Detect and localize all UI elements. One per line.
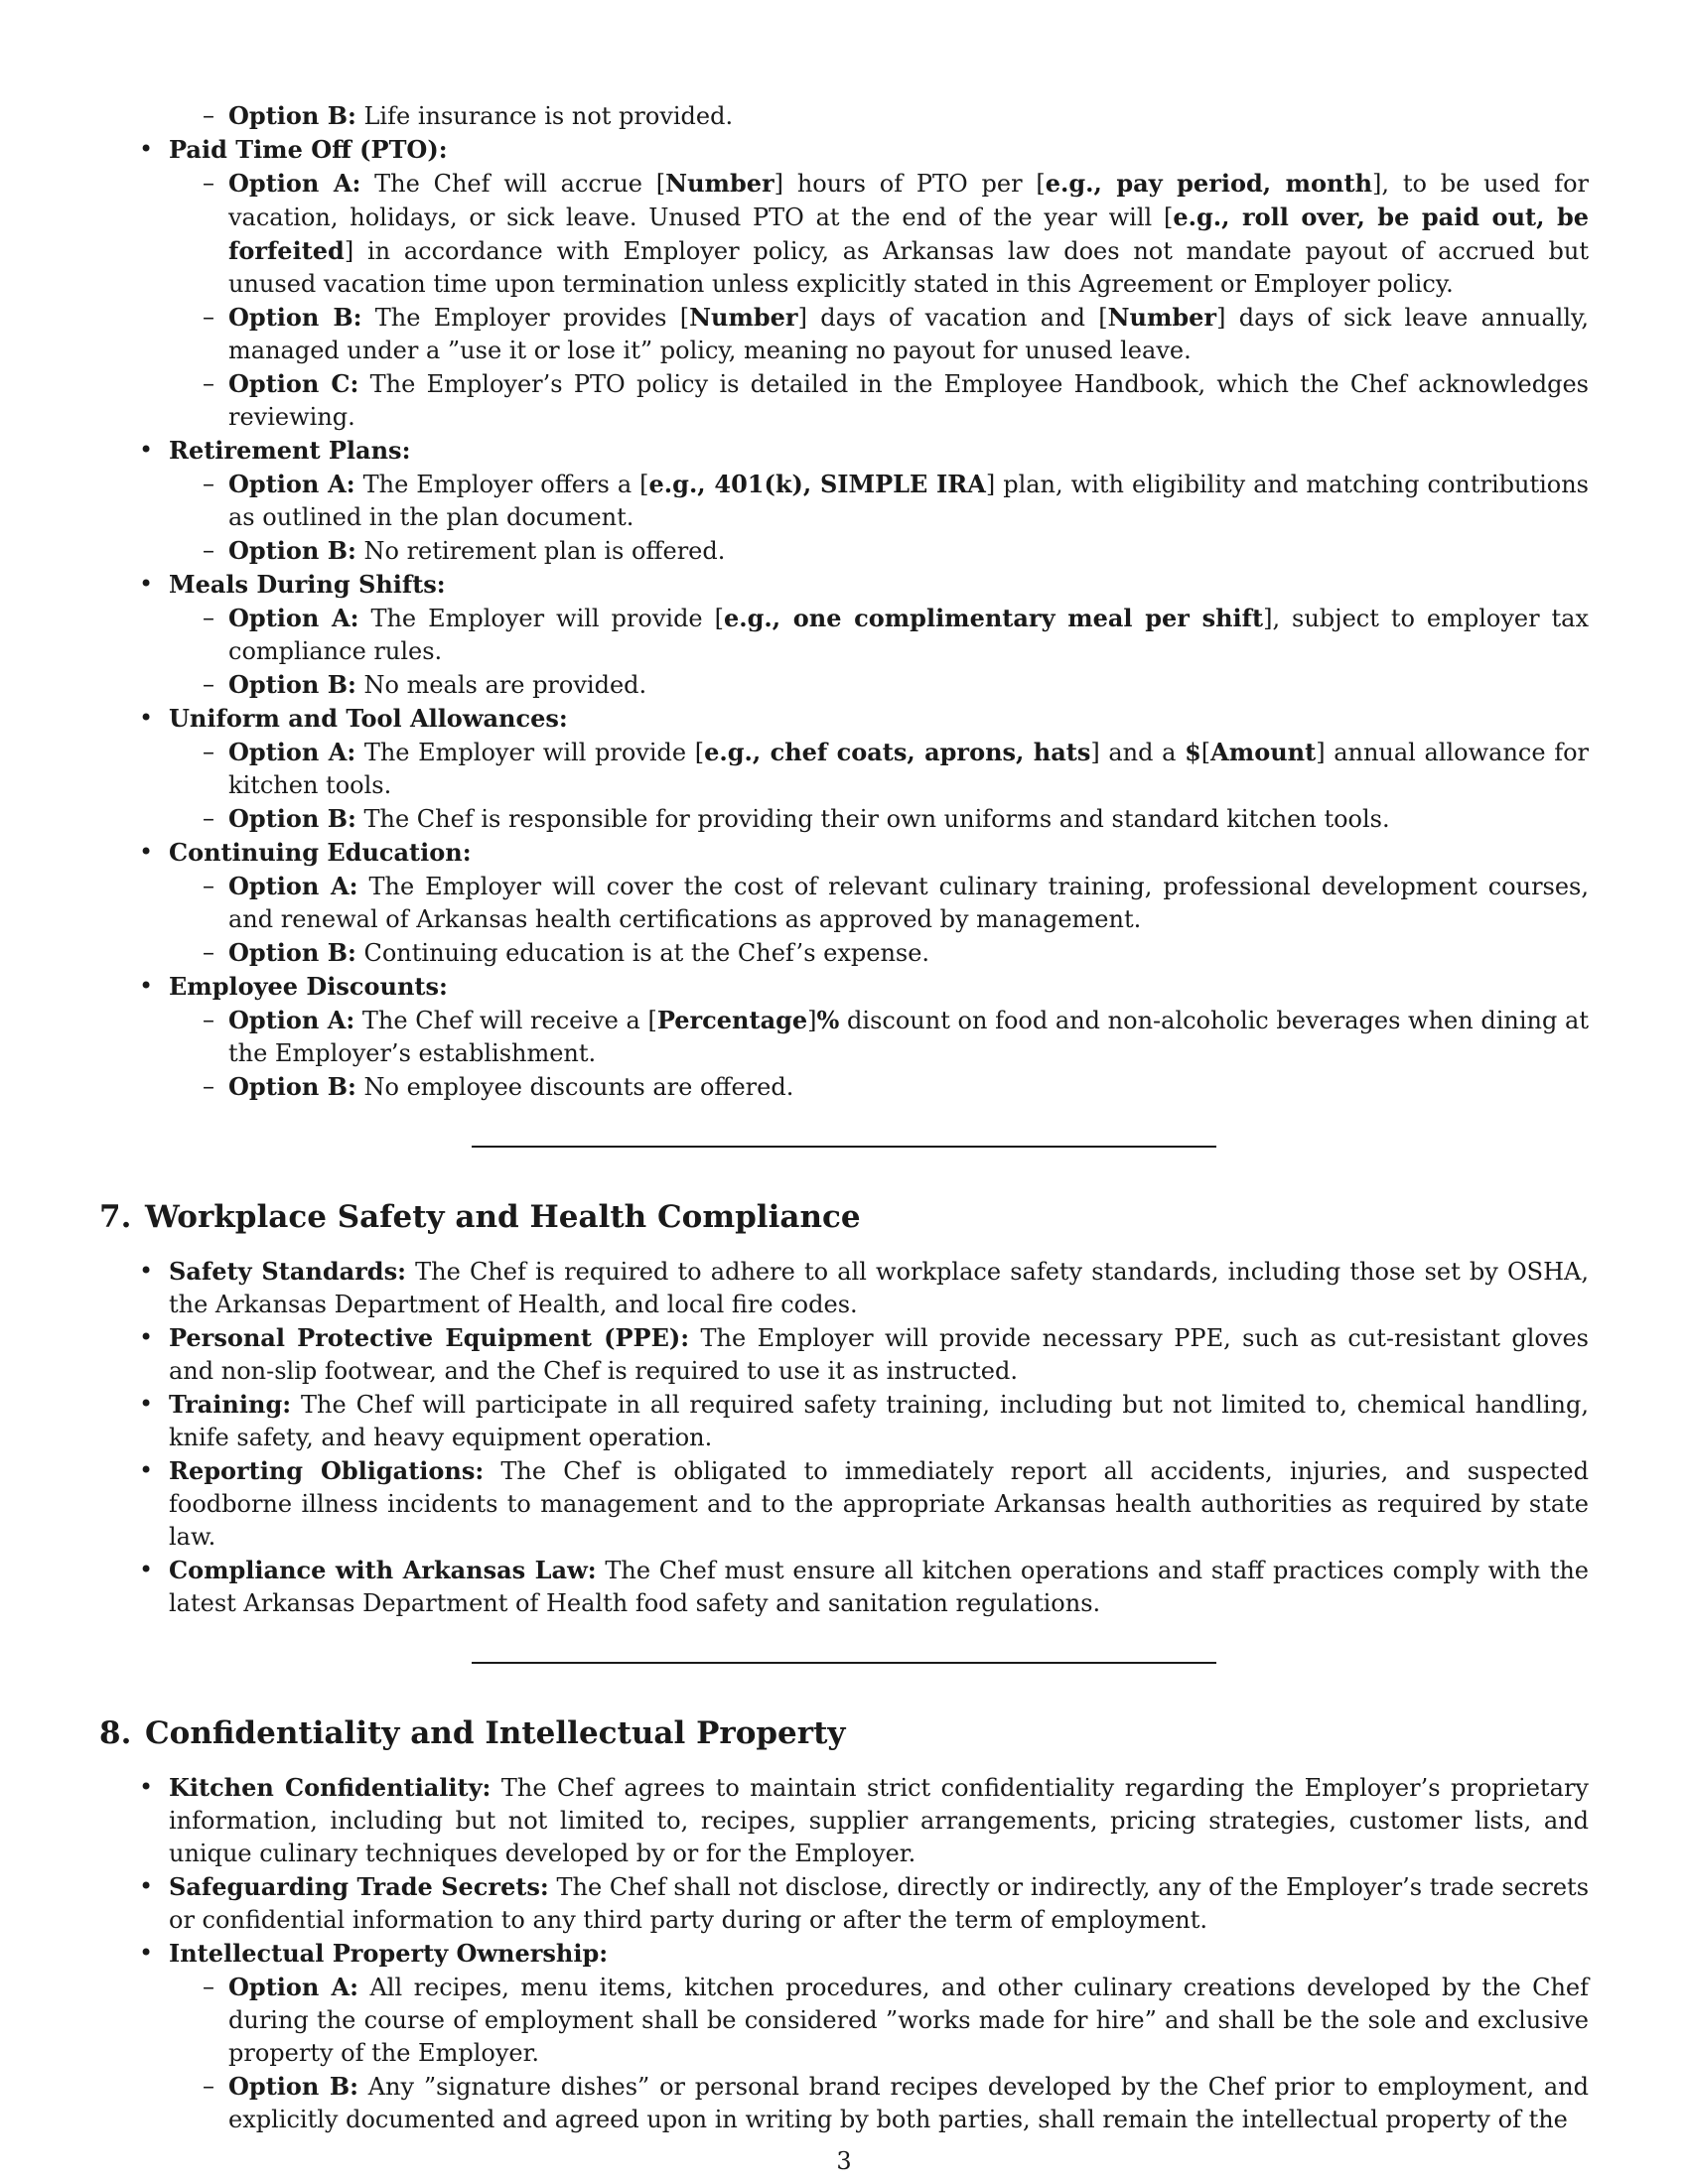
- option-text: ], to be used for vacation, holidays, or sick leave. Unused PTO at the end of the year will [: [228, 170, 1590, 231]
- item-text: The Chef shall not disclose, directly or indirectly, any of the Employer’s trade secrets or confidential information to any third party during or after the term of employment.: [169, 1873, 1590, 1934]
- option-item: [169, 167, 1589, 301]
- option-item: [169, 736, 1589, 802]
- safety-item: [99, 1321, 1589, 1388]
- dash-bullet: –: [203, 536, 214, 564]
- dash-bullet: –: [203, 101, 214, 129]
- safety-item: [99, 1554, 1589, 1620]
- bullet: •: [139, 704, 154, 732]
- ip-ownership-item: [99, 1937, 1589, 2136]
- page-content: [99, 99, 1589, 2136]
- option-label: Option A:: [228, 470, 355, 498]
- bullet: •: [139, 838, 154, 866]
- option-item: [169, 1004, 1589, 1070]
- dash-bullet: –: [203, 2072, 214, 2100]
- confidentiality-list: [99, 1771, 1589, 2136]
- section-divider: [472, 1146, 1216, 1148]
- option-item: [169, 870, 1589, 936]
- bullet: •: [139, 1556, 154, 1583]
- option-text: [: [1200, 739, 1211, 766]
- benefit-item: [99, 836, 1589, 970]
- dash-bullet: –: [203, 1973, 214, 2000]
- bullet: •: [139, 1456, 154, 1484]
- option-item: [169, 468, 1589, 534]
- option-text: ], subject to employer tax compliance rules.: [228, 605, 1590, 665]
- item-title: Personal Protective Equipment (PPE):: [169, 1323, 690, 1352]
- option-text: No meals are provided.: [355, 671, 647, 699]
- option-item: [169, 668, 1589, 702]
- dash-bullet: –: [203, 1072, 214, 1100]
- option-list: [169, 870, 1589, 970]
- benefit-item: [99, 133, 1589, 434]
- option-label: Option B:: [228, 938, 356, 967]
- confidentiality-item: [99, 1771, 1589, 1870]
- section-heading-8: [99, 1713, 1589, 1753]
- benefit-title: Paid Time Off (PTO):: [169, 135, 448, 164]
- option-text: ] plan, with eligibility and matching contributions as outlined in the plan document.: [228, 471, 1590, 531]
- option-placeholder: e.g., one complimentary meal per shift: [723, 604, 1264, 632]
- option-placeholder: Amount: [1210, 738, 1317, 766]
- option-text: All recipes, menu items, kitchen procedures, and other culinary creations developed by the Chef during the course of employment shall be considered ”works made for hire” and shall be the sole and exclusive property of the Employer.: [228, 1974, 1589, 2067]
- dash-bullet: –: [203, 303, 214, 331]
- item-text: The Chef must ensure all kitchen operations and staff practices comply with the latest Arkansas Department of Health food safety and sanitation regulations.: [169, 1557, 1589, 1617]
- item-title: Training:: [169, 1390, 292, 1419]
- option-text: ] days of sick leave annually, managed under a ”use it or lose it” policy, meaning no payout for unused leave.: [228, 304, 1589, 364]
- option-label: Option A:: [228, 1973, 358, 2001]
- item-title: Reporting Obligations:: [169, 1456, 485, 1485]
- bullet: •: [139, 436, 154, 464]
- option-label: Option B:: [228, 670, 356, 699]
- option-label: Option C:: [228, 369, 359, 398]
- bullet: •: [139, 972, 154, 1000]
- option-placeholder: Number: [665, 169, 774, 198]
- option-text: ] days of vacation and [: [797, 304, 1108, 332]
- option-item: [169, 99, 1589, 133]
- dash-bullet: –: [203, 1006, 214, 1033]
- safety-item: [99, 1388, 1589, 1454]
- item-title: Kitchen Confidentiality:: [169, 1773, 492, 1802]
- option-item: [169, 367, 1589, 434]
- benefit-title: Retirement Plans:: [169, 436, 411, 465]
- option-text: ]: [807, 1007, 817, 1034]
- benefit-title: Meals During Shifts:: [169, 570, 446, 599]
- dash-bullet: –: [203, 738, 214, 765]
- option-label: Option B:: [228, 804, 356, 833]
- item-text: The Chef is required to adhere to all workplace safety standards, including those set by OSHA, the Arkansas Department of Health, and local fire codes.: [169, 1258, 1589, 1318]
- option-label: Option A:: [228, 872, 358, 900]
- option-text: Continuing education is at the Chef’s expense.: [355, 939, 930, 967]
- safety-item: [99, 1255, 1589, 1321]
- option-placeholder: e.g., pay period, month: [1045, 169, 1373, 198]
- dash-bullet: –: [203, 938, 214, 966]
- option-text: ] and a: [1090, 739, 1186, 766]
- option-label: Option A:: [228, 604, 359, 632]
- item-text: The Chef is obligated to immediately report all accidents, injuries, and suspected foodborne illness incidents to management and to the appropriate Arkansas health authorities as required by state law.: [169, 1457, 1589, 1551]
- dash-bullet: –: [203, 872, 214, 899]
- option-text: The Chef is responsible for providing their own uniforms and standard kitchen tools.: [355, 805, 1390, 833]
- option-list: [169, 736, 1589, 836]
- item-title: Intellectual Property Ownership:: [169, 1939, 609, 1968]
- benefits-list: [99, 133, 1589, 1104]
- benefit-item: [99, 568, 1589, 702]
- bullet: •: [139, 1390, 154, 1418]
- item-text: The Chef agrees to maintain strict confidentiality regarding the Employer’s proprietary information, including but not limited to, recipes, supplier arrangements, pricing strategies, customer lists, and unique culinary techniques developed by or for the Employer.: [169, 1774, 1589, 1867]
- benefit-item: [99, 702, 1589, 836]
- bullet: •: [139, 1939, 154, 1967]
- option-text: The Employer offers a [: [354, 471, 649, 498]
- option-text: The Employer will provide [: [355, 739, 705, 766]
- option-label: Option A:: [228, 738, 356, 766]
- option-placeholder: e.g., chef coats, aprons, hats: [704, 738, 1091, 766]
- option-label: Option A:: [228, 1006, 355, 1034]
- option-text: The Employer’s PTO policy is detailed in the Employee Handbook, which the Chef acknowledges reviewing.: [228, 370, 1589, 431]
- benefit-item: [99, 970, 1589, 1104]
- bullet: •: [139, 570, 154, 598]
- option-item: [169, 602, 1589, 668]
- section-divider: [472, 1662, 1216, 1664]
- option-label: Option B:: [228, 1072, 356, 1101]
- option-text: The Employer will cover the cost of relevant culinary training, professional development courses, and renewal of Arkansas health certifications as approved by management.: [228, 873, 1590, 933]
- benefit-title: Employee Discounts:: [169, 972, 448, 1001]
- option-text: The Employer provides [: [361, 304, 690, 332]
- item-title: Safety Standards:: [169, 1257, 406, 1286]
- benefit-item: [99, 434, 1589, 568]
- option-text: The Chef will receive a [: [354, 1007, 657, 1034]
- bullet: •: [139, 1872, 154, 1900]
- bullet: •: [139, 1323, 154, 1351]
- option-item: [169, 802, 1589, 836]
- option-label: Option A:: [228, 169, 361, 198]
- option-text: discount on food and non-alcoholic beverages when dining at the Employer’s establishment.: [228, 1007, 1589, 1067]
- option-placeholder: Percentage: [656, 1006, 808, 1034]
- item-text: The Chef will participate in all required safety training, including but not limited to, chemical handling, knife safety, and heavy equipment operation.: [169, 1391, 1589, 1451]
- item-title: Safeguarding Trade Secrets:: [169, 1872, 549, 1901]
- page-number: 3: [836, 2147, 852, 2175]
- confidentiality-item: [99, 1870, 1589, 1937]
- benefit-title: Continuing Education:: [169, 838, 472, 867]
- bullet: •: [139, 135, 154, 163]
- option-label: Option B:: [228, 2072, 358, 2101]
- option-label: Option B:: [228, 303, 362, 332]
- option-item: [169, 1971, 1589, 2070]
- option-text: The Chef will accrue [: [360, 170, 666, 198]
- option-item: [169, 301, 1589, 367]
- option-label: Option B:: [228, 101, 356, 130]
- option-placeholder: $: [1185, 738, 1201, 766]
- option-item: [169, 534, 1589, 568]
- section-heading-7: [99, 1197, 1589, 1237]
- benefit-title: Uniform and Tool Allowances:: [169, 704, 568, 733]
- option-item: [169, 2070, 1589, 2136]
- dash-bullet: –: [203, 804, 214, 832]
- safety-list: [99, 1255, 1589, 1620]
- item-title: Compliance with Arkansas Law:: [169, 1556, 597, 1584]
- item-text: The Employer will provide necessary PPE, such as cut-resistant gloves and non-slip footwear, and the Chef is required to use it as instructed.: [169, 1324, 1590, 1385]
- option-text: No employee discounts are offered.: [355, 1073, 794, 1101]
- dash-bullet: –: [203, 670, 214, 698]
- option-placeholder: Number: [689, 303, 798, 332]
- option-text: ] annual allowance for kitchen tools.: [228, 739, 1590, 799]
- section-title: Workplace Safety and Health Compliance: [145, 1199, 861, 1235]
- section-number: 7.: [99, 1199, 132, 1235]
- option-placeholder: Number: [1107, 303, 1217, 332]
- option-label: Option B:: [228, 536, 356, 565]
- option-placeholder: %: [816, 1006, 840, 1034]
- continued-option-list: [169, 99, 1589, 133]
- bullet: •: [139, 1257, 154, 1285]
- dash-bullet: –: [203, 369, 214, 397]
- option-text: The Employer will provide [: [358, 605, 724, 632]
- option-text: No retirement plan is offered.: [355, 537, 726, 565]
- option-list: [169, 468, 1589, 568]
- option-item: [169, 1070, 1589, 1104]
- section-title: Confidentiality and Intellectual Property: [145, 1715, 846, 1751]
- option-text: Any ”signature dishes” or personal brand recipes developed by the Chef prior to employment, and explicitly documented and agreed upon in writing by both parties, shall remain the intellectual property of the: [228, 2073, 1589, 2133]
- option-item: [169, 936, 1589, 970]
- dash-bullet: –: [203, 604, 214, 631]
- option-text: Life insurance is not provided.: [355, 102, 734, 130]
- option-list: [169, 602, 1589, 702]
- dash-bullet: –: [203, 169, 214, 197]
- option-text: ] hours of PTO per [: [774, 170, 1046, 198]
- bullet: •: [139, 1773, 154, 1801]
- ip-option-list: [169, 1971, 1589, 2136]
- option-placeholder: e.g., roll over, be paid out, be forfeited: [228, 203, 1590, 265]
- section-number: 8.: [99, 1715, 132, 1751]
- option-list: [169, 1004, 1589, 1104]
- dash-bullet: –: [203, 470, 214, 497]
- option-text: ] in accordance with Employer policy, as Arkansas law does not mandate payout of accrued but unused vacation time upon termination unless explicitly stated in this Agreement or Employer policy.: [228, 237, 1589, 298]
- option-placeholder: e.g., 401(k), SIMPLE IRA: [648, 470, 986, 498]
- safety-item: [99, 1454, 1589, 1554]
- option-list: [169, 167, 1589, 434]
